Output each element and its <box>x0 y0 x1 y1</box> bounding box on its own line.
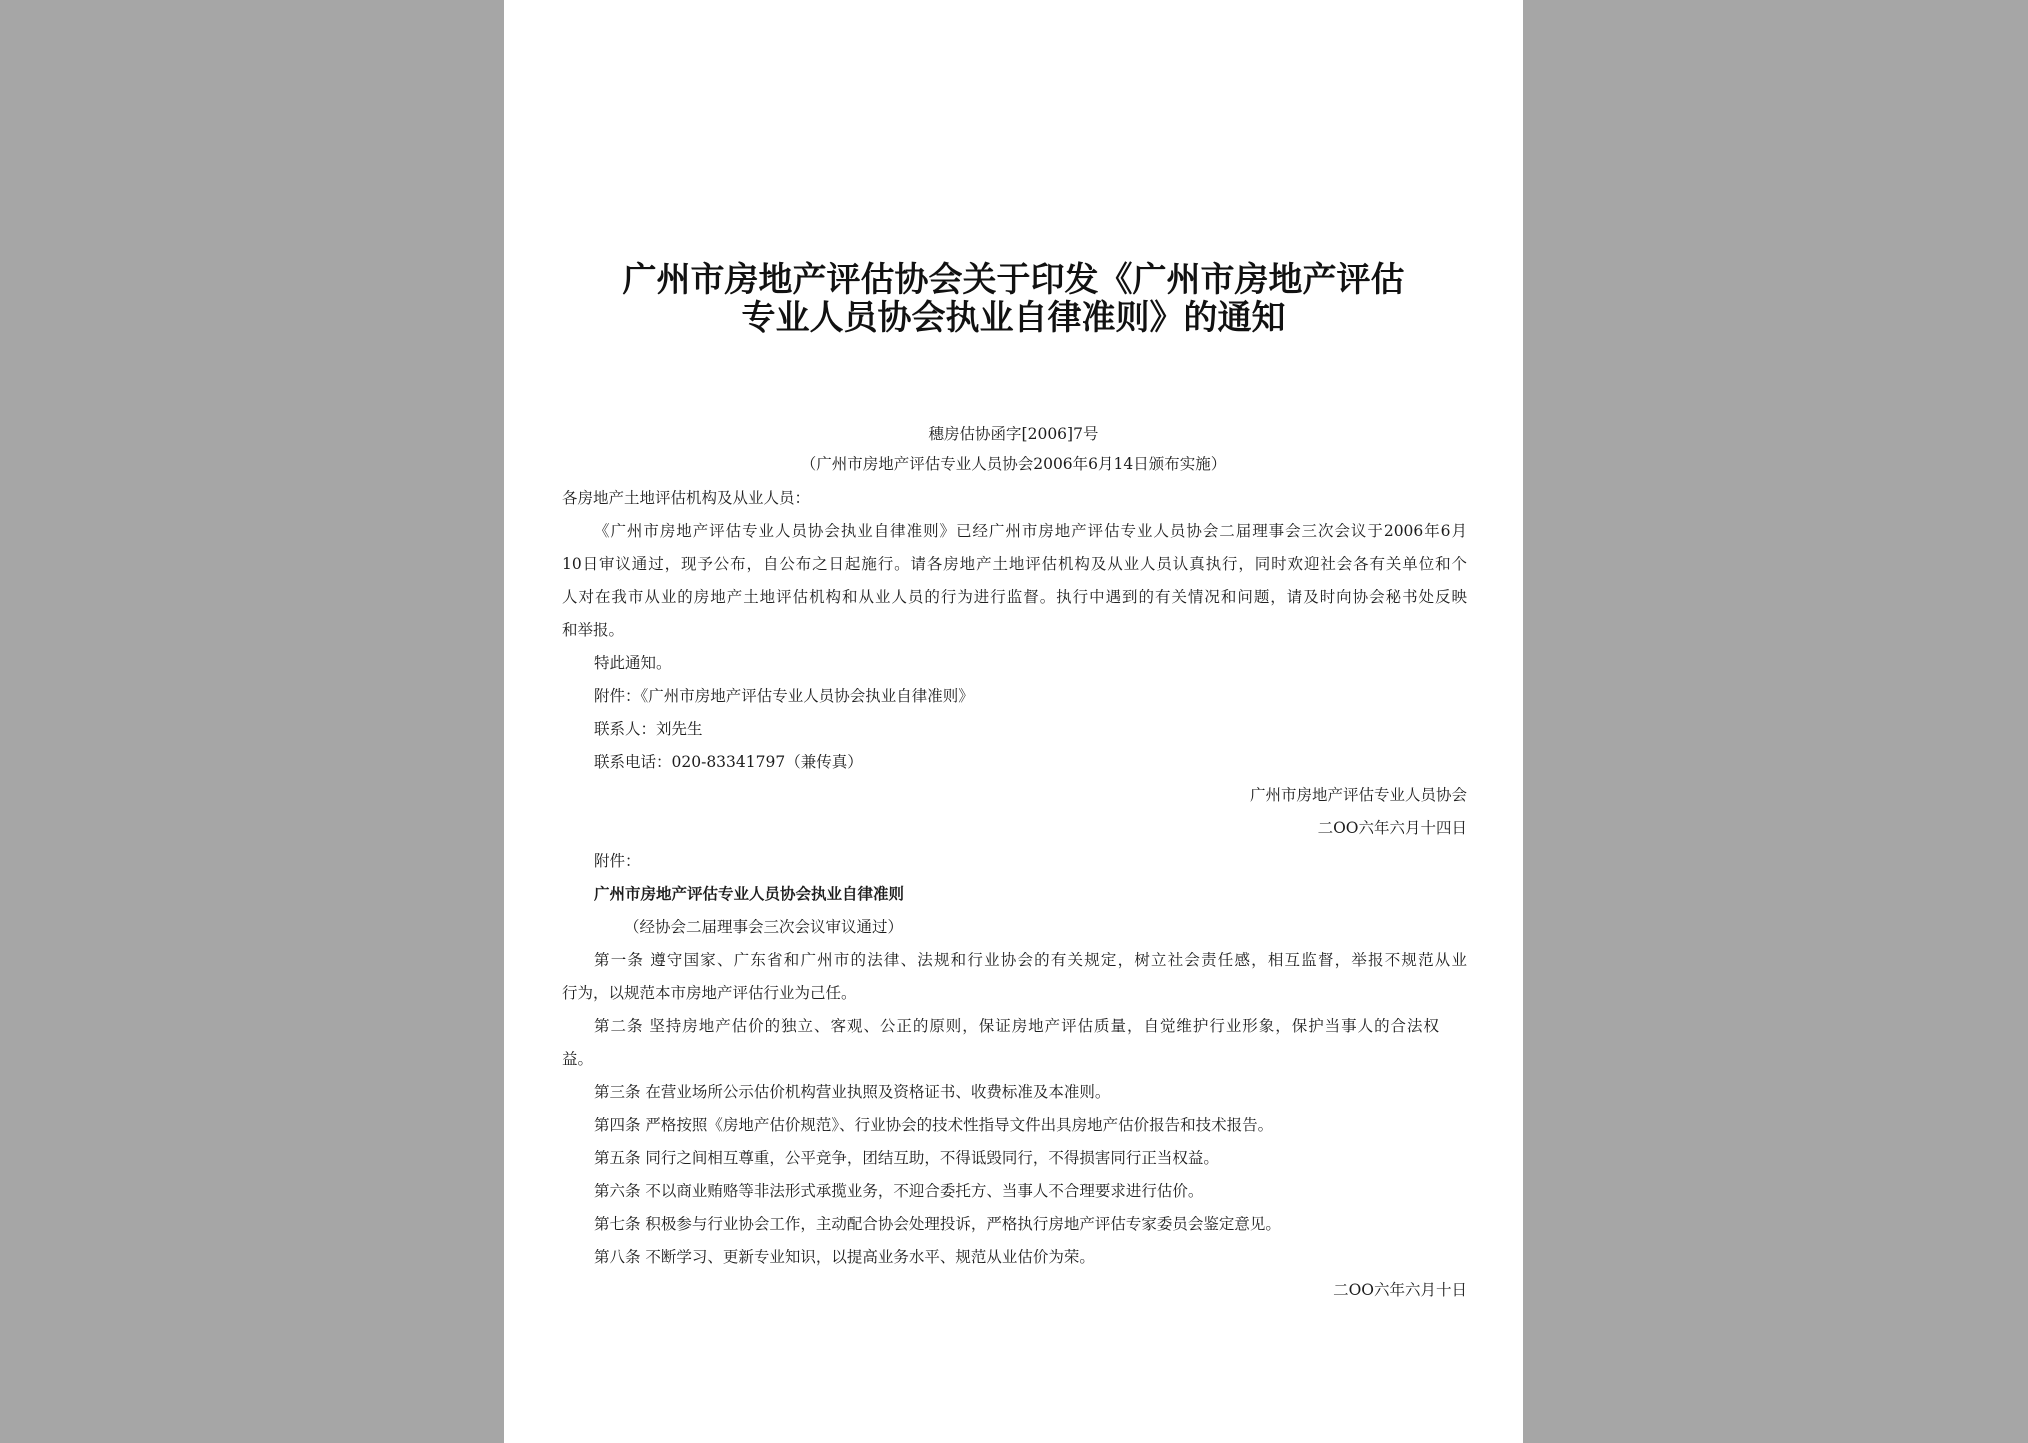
body-line: 10日审议通过，现予公布，自公布之日起施行。请各房地产土地评估机构及从业人员认真执行，同时欢迎社会各有关单位和个 <box>562 555 1467 573</box>
attachment-title: 广州市房地产评估专业人员协会执业自律准则 <box>594 884 905 903</box>
article-line: 益。 <box>562 1050 594 1068</box>
signature-organization: 广州市房地产评估专业人员协会 <box>1249 786 1467 804</box>
attachment-approval-note: （经协会二届理事会三次会议审议通过） <box>624 918 904 936</box>
article-line: 第一条 遵守国家、广东省和广州市的法律、法规和行业协会的有关规定，树立社会责任感，相互监督，举报不规范从业 <box>594 951 1467 969</box>
article-line: 第五条 同行之间相互尊重，公平竞争，团结互助，不得诋毁同行，不得损害同行正当权益。 <box>594 1149 1219 1167</box>
body-line: 和举报。 <box>562 621 625 639</box>
body-line: 人对在我市从业的房地产土地评估机构和从业人员的行为进行监督。执行中遇到的有关情况和问题，请及时向协会秘书处反映 <box>562 588 1467 606</box>
contact-phone: 联系电话：020-83341797（兼传真） <box>594 753 863 771</box>
article-line: 第三条 在营业场所公示估价机构营业执照及资格证书、收费标准及本准则。 <box>594 1083 1111 1101</box>
article-line: 行为，以规范本市房地产评估行业为己任。 <box>562 984 857 1002</box>
document-number: 穗房估协函字[2006]7号 <box>928 425 1099 443</box>
document-page <box>504 0 1523 1443</box>
attachment-label: 附件： <box>594 852 641 870</box>
salutation: 各房地产土地评估机构及从业人员： <box>562 489 811 507</box>
body-line: 《广州市房地产评估专业人员协会执业自律准则》已经广州市房地产评估专业人员协会二届理事会三次会议于2006年6月 <box>594 522 1467 540</box>
article-line: 第七条 积极参与行业协会工作，主动配合协会处理投诉，严格执行房地产评估专家委员会鉴定意见。 <box>594 1215 1281 1233</box>
notice-closing: 特此通知。 <box>594 654 672 672</box>
signature-date: 二OO六年六月十四日 <box>1317 819 1467 837</box>
article-line: 第六条 不以商业贿赂等非法形式承揽业务，不迎合委托方、当事人不合理要求进行估价。 <box>594 1182 1204 1200</box>
document-title-line-2: 专业人员协会执业自律准则》的通知 <box>741 298 1286 338</box>
attachment-reference: 附件：《广州市房地产评估专业人员协会执业自律准则》 <box>594 687 974 705</box>
article-line: 第四条 严格按照《房地产估价规范》、行业协会的技术性指导文件出具房地产估价报告和技术报告。 <box>594 1116 1274 1134</box>
issued-note: （广州市房地产评估专业人员协会2006年6月14日颁布实施） <box>800 455 1227 473</box>
contact-person: 联系人：刘先生 <box>594 720 703 738</box>
article-line: 第二条 坚持房地产估价的独立、客观、公正的原则，保证房地产评估质量，自觉维护行业形象，保护当事人的合法权 <box>594 1017 1439 1035</box>
document-title-line-1: 广州市房地产评估协会关于印发《广州市房地产评估 <box>622 260 1405 300</box>
article-line: 第八条 不断学习、更新专业知识，以提高业务水平、规范从业估价为荣。 <box>594 1248 1095 1266</box>
attachment-date: 二OO六年六月十日 <box>1333 1281 1467 1299</box>
